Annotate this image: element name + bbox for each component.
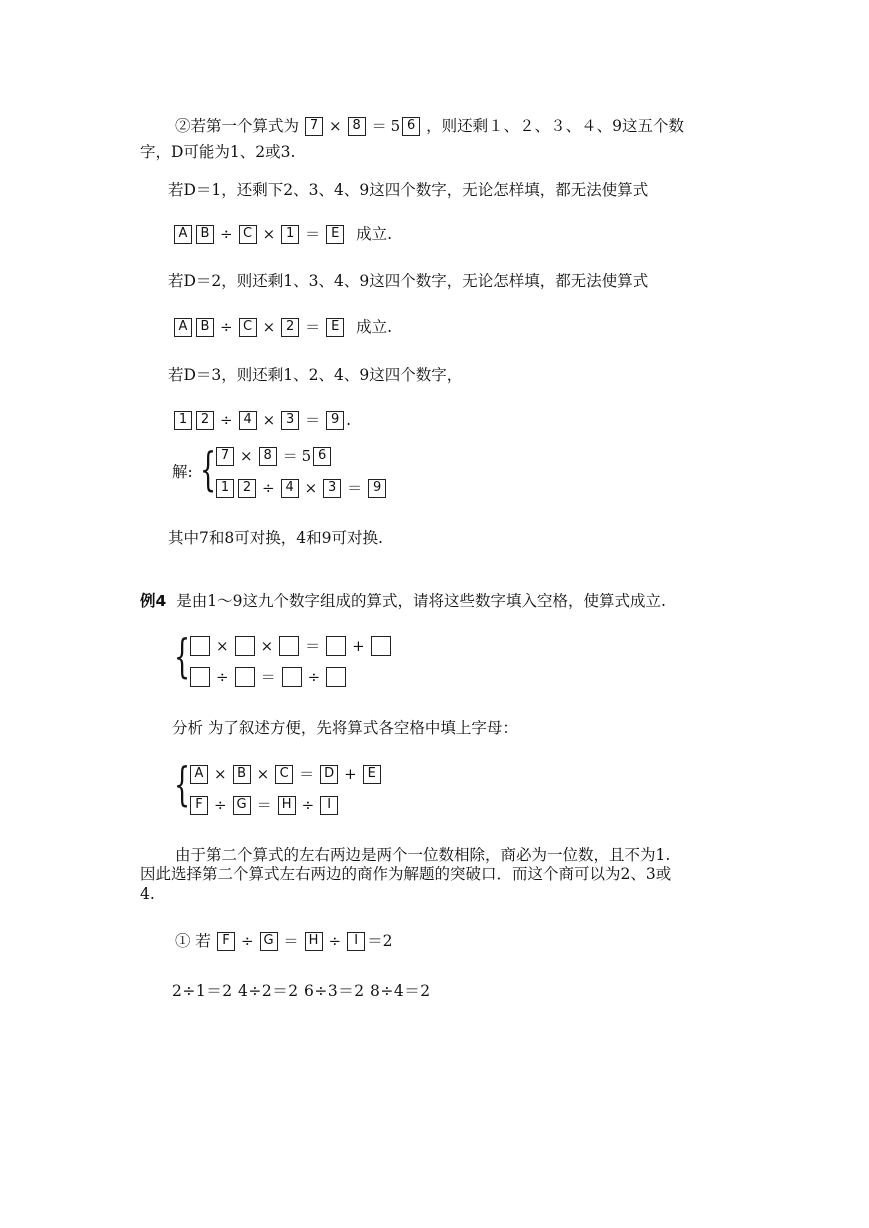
- d3-text: 若D＝3，则还剩1、2、4、9这四个数字，: [168, 366, 463, 384]
- digit-box: 1: [174, 411, 192, 430]
- operator: ×: [262, 411, 276, 429]
- example4-text: 是由1～9这九个数字组成的算式，请将这些数字填入空格，使算式成立.: [176, 592, 666, 610]
- letter-equation-top: [188, 764, 383, 784]
- digit-box: H: [305, 932, 323, 951]
- digit-box: A: [174, 318, 192, 337]
- case2-intro: ②若第一个算式为: [175, 117, 300, 135]
- operator: ÷: [240, 932, 254, 950]
- operator: ÷: [328, 932, 342, 950]
- solution-bottom: [214, 478, 388, 498]
- brace-icon: {: [174, 629, 191, 683]
- operator: ×: [262, 225, 276, 243]
- blank-equation-top: [188, 636, 393, 656]
- digit-box: 2: [238, 479, 256, 498]
- digit-box: H: [278, 796, 296, 815]
- digit-box: 2: [196, 411, 214, 430]
- operator: ×: [240, 447, 253, 465]
- operator: ÷: [301, 796, 315, 814]
- digit-box: C: [275, 765, 293, 784]
- case2-line2: 字，D可能为1、2或3.: [140, 143, 296, 161]
- digit-box: C: [239, 225, 257, 244]
- operator: ÷: [220, 411, 233, 429]
- digit-box: 8: [259, 447, 277, 466]
- solution-label: 解:: [172, 463, 193, 481]
- digit-box: [279, 636, 299, 656]
- digit-box: 8: [348, 117, 366, 136]
- letters-system-bottom: [188, 795, 340, 815]
- digit-box: [235, 667, 255, 687]
- operator: ＝: [260, 668, 276, 686]
- operator: ×: [329, 117, 342, 135]
- operator: ＝: [305, 411, 321, 429]
- reason-line2: 因此选择第二个算式左右两边的商作为解题的突破口．而这个商可以为2、3或: [140, 865, 672, 883]
- operator: ×: [216, 637, 229, 655]
- operator: ＝: [305, 318, 321, 336]
- digit-box: [190, 667, 210, 687]
- equation-d1: [172, 224, 346, 244]
- period: .: [346, 411, 352, 429]
- case1-line: [175, 931, 392, 951]
- digit-box: F: [217, 932, 235, 951]
- equation-d2: [172, 317, 346, 337]
- digit: 5: [301, 447, 312, 465]
- operator: ÷: [262, 479, 275, 497]
- example4-heading: [140, 591, 666, 611]
- solution-equation-bottom: [214, 478, 388, 498]
- operator: ÷: [220, 318, 233, 336]
- exchange-note: 其中7和8可对换，4和9可对换.: [168, 529, 383, 547]
- d2-equation-line: [172, 317, 392, 337]
- digit-box: I: [320, 796, 338, 815]
- chengli-text: 成立.: [356, 318, 393, 336]
- digit-box: 4: [239, 411, 257, 430]
- reason-line1: 由于第二个算式的左右两边是两个一位数相除，商必为一位数，且不为1.: [175, 846, 671, 864]
- digit-box: E: [363, 765, 381, 784]
- case1-suffix: ＝2: [367, 932, 393, 950]
- example4-system-top: [188, 636, 393, 656]
- digit-box: B: [196, 225, 214, 244]
- digit-box: A: [190, 765, 208, 784]
- digit-box: 6: [313, 447, 331, 466]
- chengli-text: 成立.: [356, 225, 393, 243]
- operator: ＝: [283, 932, 299, 950]
- case1-prefix: ① 若: [175, 932, 211, 950]
- reason-line3: 4.: [140, 885, 155, 903]
- digit-box: [190, 636, 210, 656]
- digit-box: 4: [281, 479, 299, 498]
- analysis-text: 分析 为了叙述方便，先将算式各空格中填上字母：: [172, 719, 518, 737]
- digit-box: [371, 636, 391, 656]
- digit-box: 1: [281, 225, 299, 244]
- operator: ＝: [299, 765, 315, 783]
- operator: ＝: [282, 447, 298, 465]
- solution-equation-top: [214, 446, 333, 466]
- digit-box: G: [260, 932, 278, 951]
- case2-line1: [175, 116, 684, 136]
- letters-system-top: [188, 764, 383, 784]
- equation-d3: [172, 410, 346, 430]
- operator: ＝: [305, 225, 321, 243]
- digit-box: 3: [323, 479, 341, 498]
- digit: 5: [390, 117, 401, 135]
- d1-text: 若D＝1，还剩下2、3、4、9这四个数字，无论怎样填，都无法使算式: [168, 181, 649, 199]
- operator: ÷: [214, 796, 227, 814]
- operator: ÷: [220, 225, 233, 243]
- digit-box: 1: [216, 479, 234, 498]
- digit-box: E: [326, 225, 344, 244]
- digit-box: 2: [281, 318, 299, 337]
- operator: ×: [256, 765, 270, 783]
- digit-box: 7: [305, 117, 323, 136]
- solution-top: [214, 446, 333, 466]
- digit-box: E: [326, 318, 344, 337]
- operator: ÷: [216, 668, 229, 686]
- equation-7x8: [303, 116, 422, 136]
- digit-box: 7: [216, 447, 234, 466]
- example4-system-bottom: [188, 667, 348, 687]
- brace-icon: {: [174, 757, 191, 811]
- d3-equation-line: [172, 410, 351, 430]
- case1-equation: [215, 931, 367, 951]
- digit-box: [326, 667, 346, 687]
- case2-remaining: ，则还剩１、２、３、４、9这五个数: [426, 117, 685, 135]
- digit-box: B: [196, 318, 214, 337]
- digit-box: [326, 636, 346, 656]
- operator: ＝: [347, 479, 363, 497]
- digit-box: [235, 636, 255, 656]
- digit-box: D: [320, 765, 338, 784]
- operator: ＝: [371, 117, 387, 135]
- operator: ＝: [305, 637, 321, 655]
- operator: +: [344, 765, 357, 783]
- digit-box: [282, 667, 302, 687]
- letter-equation-bottom: [188, 795, 340, 815]
- operator: ×: [214, 765, 227, 783]
- operator: ×: [262, 318, 276, 336]
- digit-box: 6: [402, 117, 420, 136]
- operator: ×: [260, 637, 274, 655]
- digit-box: I: [347, 932, 365, 951]
- digit-box: G: [233, 796, 251, 815]
- division-list: 2÷1＝2 4÷2＝2 6÷3＝2 8÷4＝2: [172, 982, 431, 1000]
- digit-box: B: [233, 765, 251, 784]
- digit-box: F: [190, 796, 208, 815]
- d2-text: 若D＝2，则还剩1、3、4、9这四个数字，无论怎样填，都无法使算式: [168, 272, 649, 290]
- operator: ÷: [307, 668, 321, 686]
- brace-icon: {: [200, 442, 217, 496]
- operator: ＝: [256, 796, 272, 814]
- digit-box: A: [174, 225, 192, 244]
- digit-box: 3: [281, 411, 299, 430]
- blank-equation-bottom: [188, 667, 348, 687]
- digit-box: 9: [326, 411, 344, 430]
- digit-box: C: [239, 318, 257, 337]
- digit-box: 9: [368, 479, 386, 498]
- operator: ×: [304, 479, 318, 497]
- d1-equation-line: [172, 224, 392, 244]
- example4-label: 例4: [140, 592, 167, 610]
- operator: +: [352, 637, 365, 655]
